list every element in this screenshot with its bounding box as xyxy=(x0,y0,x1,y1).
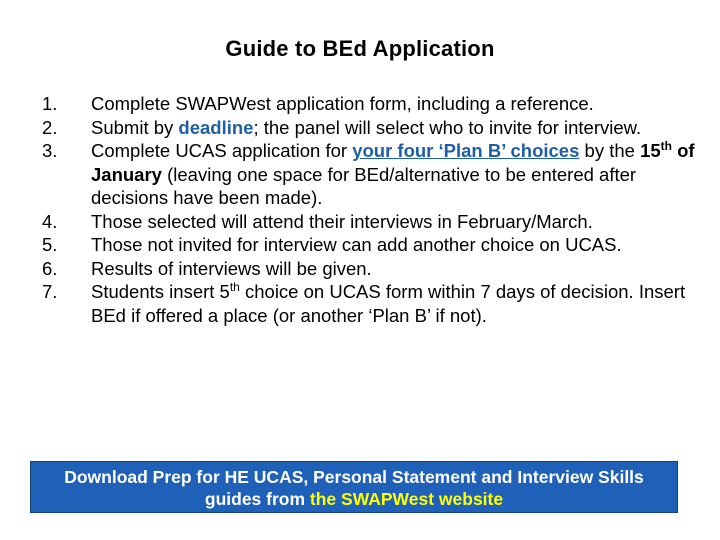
step-7 xyxy=(42,280,712,327)
plan-b-choices-emphasis: your four ‘Plan B’ choices xyxy=(352,140,580,161)
step-text: (leaving one space for BEd/alternative to be entered after decisions have been made). xyxy=(91,163,637,208)
steps-list xyxy=(42,92,712,327)
step-text: Students insert 5 xyxy=(91,281,230,302)
date-emphasis: 15th of January xyxy=(91,138,695,185)
step-text: Complete UCAS application for xyxy=(91,140,353,161)
step-text: Results of interviews will be given. xyxy=(91,257,372,279)
ordinal-suffix: th xyxy=(229,279,240,294)
banner-line-2: guides from the SWAPWest website xyxy=(204,489,504,509)
deadline-emphasis: deadline xyxy=(178,116,254,138)
step-2 xyxy=(42,116,712,140)
download-banner xyxy=(30,461,678,513)
step-1 xyxy=(42,92,712,116)
step-text: Complete SWAPWest application form, including a reference. xyxy=(91,93,594,114)
step-text: Those selected will attend their interviews in February/March. xyxy=(91,210,593,232)
swapwest-website-link[interactable]: the SWAPWest website xyxy=(309,489,504,509)
step-6 xyxy=(42,257,712,281)
step-text: Submit by xyxy=(91,116,179,138)
step-5 xyxy=(42,233,712,257)
step-number: 4. xyxy=(42,210,58,232)
step-4 xyxy=(42,210,712,234)
step-text: by the xyxy=(579,140,641,161)
step-number: 1. xyxy=(42,93,58,114)
banner-line-1: Download Prep for HE UCAS, Personal Statement and Interview Skills xyxy=(64,467,644,487)
step-number: 2. xyxy=(42,116,58,138)
step-number: 3. xyxy=(42,140,58,161)
step-number: 6. xyxy=(42,257,58,279)
step-number: 5. xyxy=(42,234,58,255)
step-text: Those not invited for interview can add another choice on UCAS. xyxy=(91,234,622,255)
step-3 xyxy=(42,139,712,210)
page-title: Guide to BEd Application xyxy=(225,36,495,61)
step-text: choice on UCAS form within 7 days of decision. Insert BEd if offered a place (or another ‘Plan B’ if not). xyxy=(91,281,686,326)
step-text: ; the panel will select who to invite for interview. xyxy=(253,116,642,138)
step-number: 7. xyxy=(42,281,58,302)
